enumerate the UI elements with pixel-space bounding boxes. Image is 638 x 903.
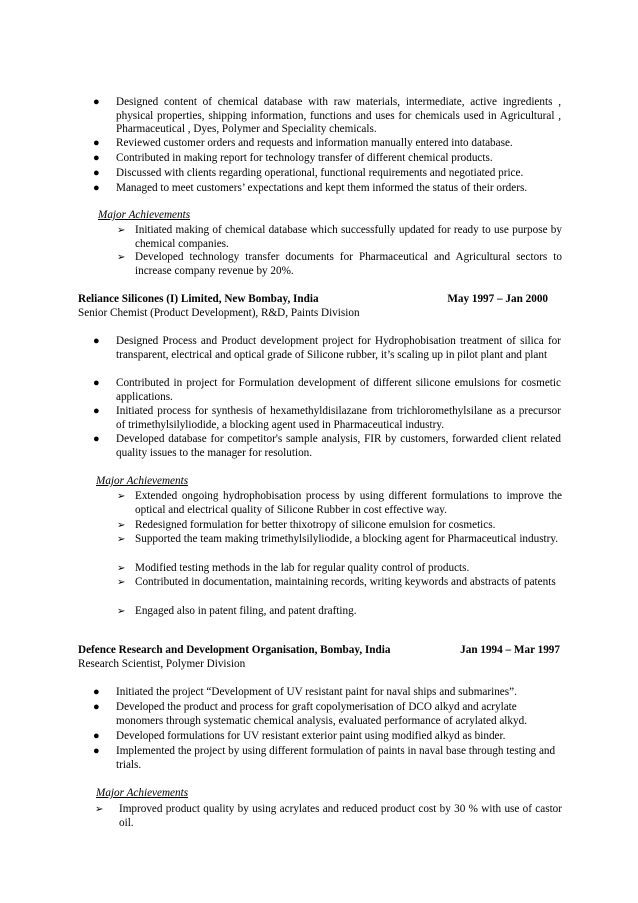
list-item: ● Implemented the project by using different formulation of paints in naval base through testing and trials.	[93, 745, 556, 771]
list-item: ● Reviewed customer orders and requests and information manually entered into database.	[93, 137, 513, 149]
list-item: ● Initiated process for synthesis of hexamethyldisilazane from trichloromethylsilane as a precursor of trimethylsilyliodide, a blocking agent used in Pharmaceutical industry.	[93, 405, 561, 431]
employment-dates: Jan 1994 – Mar 1997	[460, 644, 560, 656]
list-item: ● Discussed with clients regarding operational, functional requirements and negotiated price.	[93, 167, 524, 179]
achievement-item: ➢ Extended ongoing hydrophobisation process by using different formulations to improve the optical and electrical quality of Silicone Rubber in cost effective way.	[117, 490, 562, 516]
achievements-heading: Major Achievements	[98, 209, 191, 221]
achievement-item: ➢ Contributed in documentation, maintaining records, writing keywords and abstracts of patents	[117, 576, 556, 588]
list-item: ● Contributed in project for Formulation development of different silicone emulsions for cosmetic applications.	[93, 377, 561, 403]
achievement-item: ➢ Modified testing methods in the lab for regular quality control of products.	[117, 562, 470, 574]
arrow-bullet-icon: ➢	[117, 606, 126, 617]
arrow-bullet-icon: ➢	[117, 563, 126, 574]
list-item: ● Initiated the project “Development of UV resistant paint for naval ships and submarines”.	[93, 686, 517, 698]
achievement-item: ➢ Redesigned formulation for better thixotropy of silicone emulsion for cosmetics.	[117, 519, 496, 531]
bullet-icon: ●	[93, 701, 100, 713]
job-role: Research Scientist, Polymer Division	[78, 658, 246, 670]
bullet-icon: ●	[93, 405, 100, 417]
list-item: ● Contributed in making report for technology transfer of different chemical products.	[93, 152, 493, 164]
achievements-heading: Major Achievements	[96, 475, 189, 487]
bullet-icon: ●	[93, 433, 100, 445]
achievement-item: ➢ Supported the team making trimethylsilyliodide, a blocking agent for Pharmaceutical industry.	[117, 533, 559, 545]
list-item: ● Developed the product and process for graft copolymerisation of DCO alkyd and acrylate monomers through systematic chemical analysis, evaluated performance of acrylated alkyd.	[93, 701, 527, 727]
company-heading: Defence Research and Development Organisation, Bombay, India Jan 1994 – Mar 1997	[78, 644, 560, 656]
achievements-heading: Major Achievements	[96, 787, 189, 799]
employment-dates: May 1997 – Jan 2000	[447, 293, 548, 305]
arrow-bullet-icon: ➢	[95, 804, 104, 815]
achievement-item: ➢ Improved product quality by using acrylates and reduced product cost by 30 % with use of castor oil.	[95, 803, 562, 829]
bullet-icon: ●	[93, 745, 100, 757]
bullet-icon: ●	[93, 137, 100, 149]
bullet-icon: ●	[93, 730, 100, 742]
bullet-icon: ●	[93, 152, 100, 164]
achievement-item: ➢ Engaged also in patent filing, and patent drafting.	[117, 605, 357, 617]
arrow-bullet-icon: ➢	[117, 577, 126, 588]
achievement-item: ➢ Developed technology transfer documents for Pharmaceutical and Agricultural sectors to increase company revenue by 20%.	[117, 251, 562, 277]
bullet-icon: ●	[93, 96, 100, 108]
list-item: ● Designed Process and Product development project for Hydrophobisation treatment of silica for transparent, electrical and optical grade of Silicone rubber, it’s scaling up in pilot plant and plant	[93, 335, 561, 361]
arrow-bullet-icon: ➢	[117, 491, 126, 502]
achievement-item: ➢ Initiated making of chemical database which successfully updated for ready to use purpose by chemical companies.	[117, 224, 562, 250]
job-role: Senior Chemist (Product Development), R&D, Paints Division	[78, 307, 360, 319]
bullet-icon: ●	[93, 686, 100, 698]
arrow-bullet-icon: ➢	[117, 534, 126, 545]
company-heading: Reliance Silicones (I) Limited, New Bombay, India May 1997 – Jan 2000	[78, 293, 548, 305]
bullet-icon: ●	[93, 167, 100, 179]
bullet-icon: ●	[93, 182, 100, 194]
list-item: ● Managed to meet customers’ expectations and kept them informed the status of their orders.	[93, 182, 528, 194]
bullet-icon: ●	[93, 335, 100, 347]
list-item: ● Developed formulations for UV resistant exterior paint using modified alkyd as binder.	[93, 730, 506, 742]
list-item: ● Developed database for competitor's sample analysis, FIR by customers, forwarded client related quality issues to the manager for resolution.	[93, 433, 561, 459]
arrow-bullet-icon: ➢	[117, 520, 126, 531]
arrow-bullet-icon: ➢	[117, 225, 126, 236]
bullet-icon: ●	[93, 377, 100, 389]
arrow-bullet-icon: ➢	[117, 252, 126, 263]
list-item: ● Designed content of chemical database with raw materials, intermediate, active ingredients , physical properties, shipping information, functions and uses for chemicals used in Agricultural , Pharmaceutical , Dyes, Polymer and Speciality chemicals.	[93, 96, 561, 136]
